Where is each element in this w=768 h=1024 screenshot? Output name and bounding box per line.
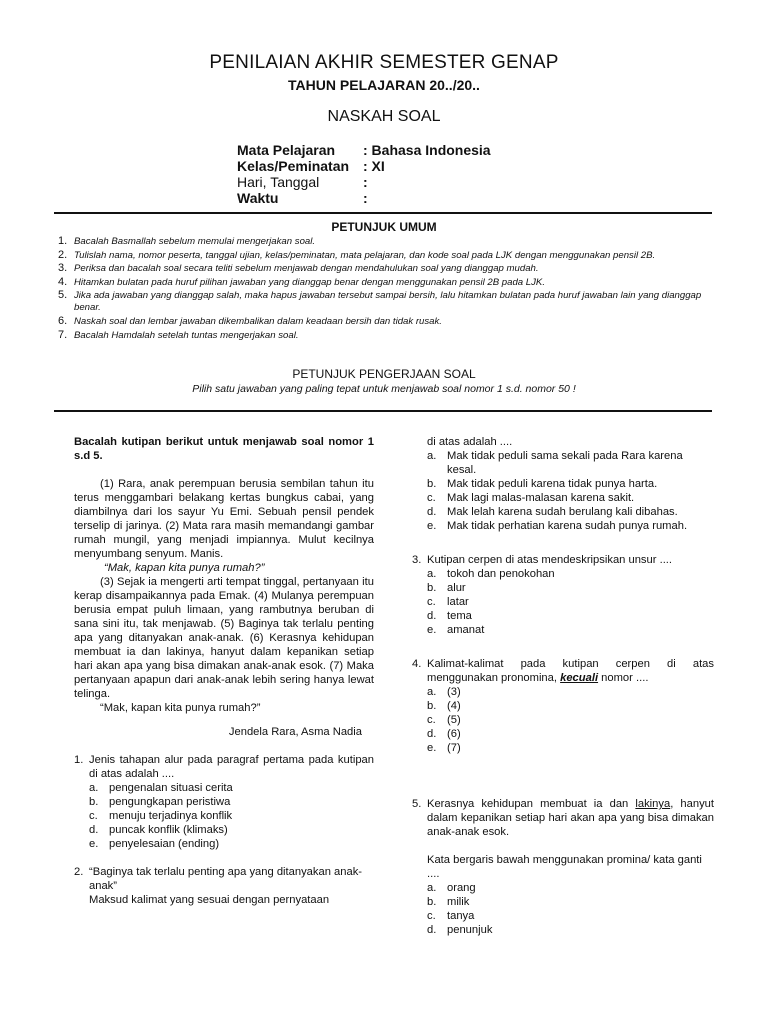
answer-option bbox=[412, 609, 714, 623]
list-item bbox=[58, 316, 708, 328]
item-number: 5. bbox=[58, 289, 68, 302]
passage-paragraph-2: (3) Sejak ia mengerti arti tempat tinggal, pertanyaan itu kerap disampaikannya pada Emak. (4) Mulanya perempuan berusia empat puluh limaan, yang rambutnya beruban di sana sini itu, tak menjawab. (5) Baginya tak terlalu penting apa yang ditanyakan anak-anak. (6) Kerasnya kehidupan membuat ia dan lakinya, hanyut dalam kepanikan setiap hari akan apa yang bisa dimakan anak-anak esok. (7) Maka pertanyaan apapun dari anak-anak lebih sering hanya lewat telinga. bbox=[74, 576, 374, 700]
answer-option bbox=[412, 881, 714, 895]
meta-label: Waktu bbox=[237, 190, 279, 206]
answer-option bbox=[412, 727, 714, 741]
option-letter: b. bbox=[427, 700, 437, 712]
option-text: (4) bbox=[447, 700, 461, 712]
option-letter: c. bbox=[427, 910, 436, 922]
option-letter: a. bbox=[89, 782, 99, 794]
option-text: Mak tidak perhatian karena sudah punya rumah. bbox=[447, 520, 688, 532]
question-stem bbox=[427, 797, 714, 839]
option-text: Mak lelah karena sudah berulang kali dibahas. bbox=[447, 506, 678, 518]
answer-option bbox=[74, 795, 374, 809]
stem-text: , hanyut dalam kepanikan setiap hari akan apa yang bisa dimakan anak-anak esok. bbox=[427, 798, 714, 838]
meta-row-date bbox=[237, 174, 491, 190]
list-item bbox=[58, 330, 708, 342]
option-text: (5) bbox=[447, 714, 461, 726]
option-letter: c. bbox=[427, 492, 436, 504]
list-item bbox=[58, 290, 708, 314]
option-text: penyelesaian (ending) bbox=[109, 838, 220, 850]
stem-text: Kalimat-kalimat pada kutipan cerpen di atas menggunakan pronomina, bbox=[427, 658, 714, 684]
option-letter: b. bbox=[427, 582, 437, 594]
option-letter: c. bbox=[427, 714, 436, 726]
question-4 bbox=[412, 657, 714, 685]
answer-option bbox=[412, 741, 714, 755]
option-letter: a. bbox=[427, 882, 437, 894]
passage-quote: “Mak, kapan kita punya rumah?” bbox=[100, 702, 261, 714]
meta-label: Kelas/Peminatan bbox=[237, 158, 350, 174]
item-number: 1. bbox=[58, 235, 68, 247]
option-text: milik bbox=[447, 896, 470, 908]
answer-option bbox=[412, 699, 714, 713]
item-text: Tulislah nama, nomor peserta, tanggal ujian, kelas/peminatan, mata pelajaran, dan kode soal pada LJK dengan menggunakan pensil 2B. bbox=[74, 249, 656, 261]
option-text: latar bbox=[447, 596, 469, 608]
meta-row-time bbox=[237, 190, 491, 206]
option-letter: e. bbox=[427, 742, 437, 754]
answer-option bbox=[412, 567, 714, 581]
option-text: tokoh dan penokohan bbox=[447, 568, 555, 580]
answer-option bbox=[74, 781, 374, 795]
question-number: 2. bbox=[74, 866, 84, 878]
option-text: pengenalan situasi cerita bbox=[109, 782, 233, 794]
option-letter: a. bbox=[427, 686, 437, 698]
list-item bbox=[58, 277, 708, 289]
answer-option bbox=[74, 837, 374, 851]
question-3 bbox=[412, 553, 714, 567]
general-instructions-list bbox=[58, 236, 708, 343]
passage-intro: Bacalah kutipan berikut untuk menjawab soal nomor 1 s.d 5. bbox=[74, 436, 374, 462]
option-letter: a. bbox=[427, 568, 437, 580]
exam-meta bbox=[237, 142, 491, 206]
answer-option bbox=[412, 519, 714, 533]
passage-source: Jendela Rara, Asma Nadia bbox=[228, 726, 362, 738]
meta-label: Hari, Tanggal bbox=[237, 174, 320, 190]
question-stem: Kutipan cerpen di atas mendeskripsikan unsur .... bbox=[427, 554, 673, 566]
question-number: 1. bbox=[74, 754, 84, 766]
underlined-word: lakinya bbox=[635, 798, 671, 810]
answer-option bbox=[412, 491, 714, 505]
stem-text: nomor .... bbox=[598, 672, 649, 684]
list-item bbox=[58, 250, 708, 262]
question-2 bbox=[74, 865, 374, 907]
question-stem: Jenis tahapan alur pada paragraf pertama pada kutipan di atas adalah .... bbox=[89, 754, 374, 780]
answer-option bbox=[412, 449, 714, 477]
option-text: penunjuk bbox=[447, 924, 493, 936]
option-text: Mak tidak peduli karena tidak punya harta. bbox=[447, 478, 658, 490]
option-text: Mak lagi malas-malasan karena sakit. bbox=[447, 492, 635, 504]
answer-option bbox=[412, 505, 714, 519]
option-letter: d. bbox=[89, 824, 99, 836]
item-number: 4. bbox=[58, 275, 68, 288]
meta-row-subject bbox=[237, 142, 491, 158]
list-item bbox=[58, 263, 708, 275]
answer-option bbox=[412, 909, 714, 923]
item-number: 2. bbox=[58, 248, 68, 261]
question-stem-continued: Kata bergaris bawah menggunakan promina/ kata ganti .... bbox=[427, 854, 702, 880]
option-letter: b. bbox=[427, 478, 437, 490]
option-text: tema bbox=[447, 610, 472, 622]
option-letter: b. bbox=[89, 796, 99, 808]
option-text: Mak tidak peduli sama sekali pada Rara karena kesal. bbox=[447, 450, 683, 476]
option-text: (3) bbox=[447, 686, 461, 698]
document-type: NASKAH SOAL bbox=[327, 108, 441, 125]
option-letter: d. bbox=[427, 610, 437, 622]
item-text: Periksa dan bacalah soal secara teliti sebelum menjawab dengan mendahulukan soal yang dianggap mudah. bbox=[74, 263, 539, 275]
meta-value: : bbox=[363, 190, 368, 206]
item-text: Bacalah Basmallah sebelum memulai mengerjakan soal. bbox=[74, 236, 316, 247]
right-column bbox=[412, 435, 714, 937]
question-number: 4. bbox=[412, 658, 422, 670]
answer-option bbox=[412, 713, 714, 727]
question-5 bbox=[412, 797, 714, 881]
option-letter: e. bbox=[427, 624, 437, 636]
item-number: 6. bbox=[58, 314, 68, 327]
option-text: tanya bbox=[447, 910, 475, 922]
meta-value: : Bahasa Indonesia bbox=[363, 142, 491, 158]
option-letter: e. bbox=[89, 838, 99, 850]
list-item bbox=[58, 236, 708, 248]
meta-label: Mata Pelajaran bbox=[237, 142, 336, 158]
option-letter: c. bbox=[89, 810, 98, 822]
passage-paragraph-1: (1) Rara, anak perempuan berusia sembilan tahun itu terus menggambari belakang kertas bungkus cabai, yang diambilnya dari los sayur Yu Emi. Sebuah pensil pendek terselip di jarinya. (2) Mata rara masih memandangi gambar rumah mungil, yang menjadi impiannya. Mulut kecilnya menyumbang senyum. Manis. bbox=[74, 478, 374, 560]
answer-option bbox=[74, 823, 374, 837]
general-instructions-heading: PETUNJUK UMUM bbox=[331, 220, 437, 234]
answer-option bbox=[74, 809, 374, 823]
item-text: Naskah soal dan lembar jawaban dikembalikan dalam keadaan bersih dan tidak rusak. bbox=[74, 315, 442, 327]
answer-option bbox=[412, 685, 714, 699]
answer-option bbox=[412, 581, 714, 595]
answer-option bbox=[412, 595, 714, 609]
exam-title: PENILAIAN AKHIR SEMESTER GENAP bbox=[209, 52, 559, 73]
option-letter: d. bbox=[427, 728, 437, 740]
item-text: Hitamkan bulatan pada huruf pilihan jawaban yang dianggap benar dengan menggunakan pensil 2B pada LJK. bbox=[74, 276, 545, 288]
stem-text: Kerasnya kehidupan membuat ia dan bbox=[427, 798, 636, 810]
meta-row-class bbox=[237, 158, 491, 174]
item-text: Jika ada jawaban yang dianggap salah, maka hapus jawaban tersebut sampai bersih, lalu hitamkan bulatan pada huruf jawaban lain yang dianggap benar. bbox=[74, 290, 702, 314]
item-number: 7. bbox=[58, 328, 68, 341]
option-text: (6) bbox=[447, 728, 461, 740]
question-stem-continued: Maksud kalimat yang sesuai dengan pernyataan bbox=[89, 894, 330, 906]
left-column bbox=[74, 435, 374, 907]
answer-option bbox=[412, 477, 714, 491]
question-1 bbox=[74, 753, 374, 781]
option-text: orang bbox=[447, 882, 476, 894]
item-text: Bacalah Hamdalah setelah tuntas mengerjakan soal. bbox=[74, 329, 299, 341]
work-instructions-heading: PETUNJUK PENGERJAAN SOAL bbox=[292, 367, 476, 381]
question-stem: “Baginya tak terlalu penting apa yang ditanyakan anak-anak” bbox=[89, 866, 363, 892]
answer-option bbox=[412, 895, 714, 909]
emphasis-text: kecuali bbox=[560, 672, 599, 684]
question-2-continued: di atas adalah .... bbox=[427, 436, 513, 448]
option-letter: a. bbox=[427, 450, 437, 462]
divider bbox=[54, 410, 712, 412]
passage-quote: “Mak, kapan kita punya rumah?” bbox=[104, 562, 265, 574]
option-letter: d. bbox=[427, 924, 437, 936]
item-number: 3. bbox=[58, 262, 68, 275]
question-number: 3. bbox=[412, 554, 422, 566]
option-text: pengungkapan peristiwa bbox=[109, 796, 231, 808]
answer-option bbox=[412, 923, 714, 937]
option-letter: c. bbox=[427, 596, 436, 608]
question-number: 5. bbox=[412, 798, 422, 810]
option-text: amanat bbox=[447, 624, 485, 636]
work-instruction-text: Pilih satu jawaban yang paling tepat untuk menjawab soal nomor 1 s.d. nomor 50 ! bbox=[192, 383, 576, 395]
option-text: (7) bbox=[447, 742, 461, 754]
option-text: alur bbox=[447, 582, 466, 594]
option-text: menuju terjadinya konflik bbox=[109, 810, 233, 822]
answer-option bbox=[412, 623, 714, 637]
academic-year: TAHUN PELAJARAN 20../20.. bbox=[288, 77, 480, 93]
meta-value: : XI bbox=[363, 158, 385, 174]
option-letter: b. bbox=[427, 896, 437, 908]
divider bbox=[54, 212, 712, 214]
question-stem bbox=[427, 657, 714, 685]
option-letter: d. bbox=[427, 506, 437, 518]
option-text: puncak konflik (klimaks) bbox=[109, 824, 228, 836]
option-letter: e. bbox=[427, 520, 437, 532]
meta-value: : bbox=[363, 174, 368, 190]
